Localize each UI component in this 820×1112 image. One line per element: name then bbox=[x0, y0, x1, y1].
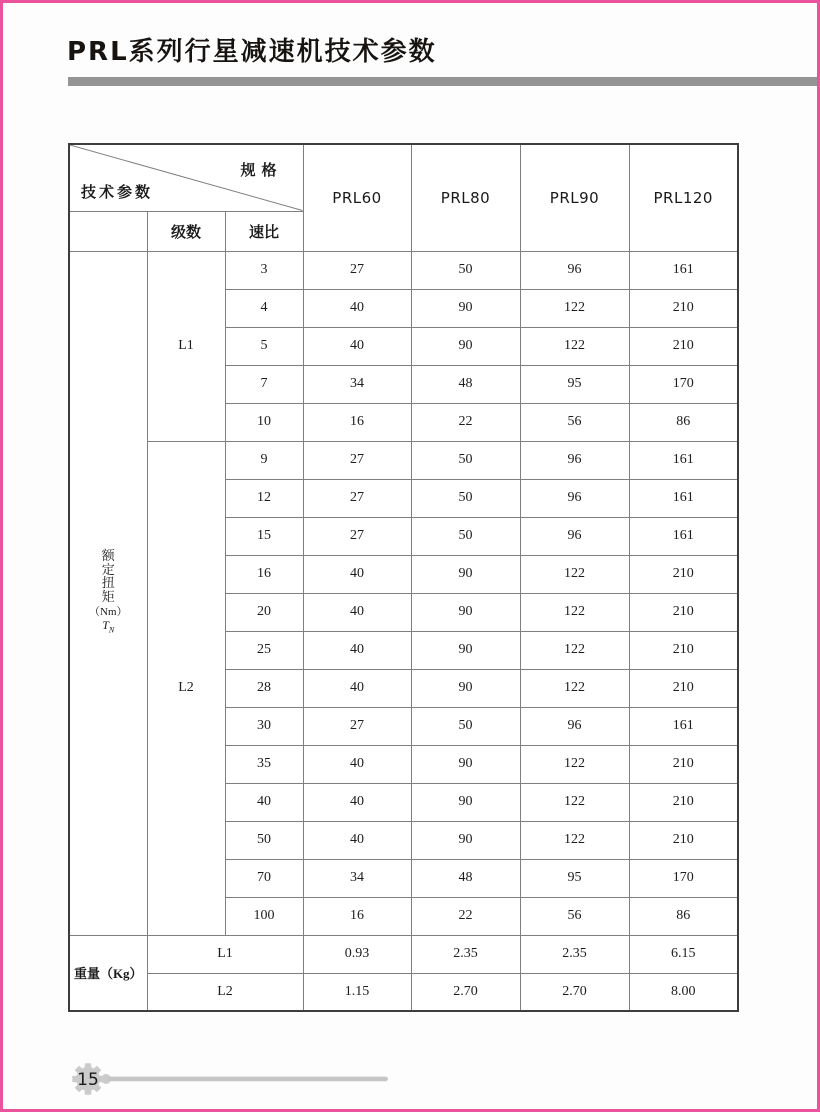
weight-row bbox=[69, 935, 738, 973]
value-cell-prl120: 210 bbox=[629, 745, 738, 783]
value-cell-prl80: 90 bbox=[411, 669, 520, 707]
value-cell-prl120: 210 bbox=[629, 631, 738, 669]
value-cell-prl60: 40 bbox=[303, 593, 411, 631]
value-cell-prl120: 210 bbox=[629, 327, 738, 365]
weight-stage-l1: L1 bbox=[147, 935, 303, 973]
subheader-ratio: 速比 bbox=[225, 211, 303, 251]
ratio-cell: 100 bbox=[225, 897, 303, 935]
ratio-cell: 7 bbox=[225, 365, 303, 403]
page-footer-decoration bbox=[58, 1053, 398, 1105]
value-cell-prl90: 122 bbox=[520, 289, 629, 327]
value-cell-prl80: 90 bbox=[411, 555, 520, 593]
corner-label-spec: 规格 bbox=[240, 161, 283, 179]
weight-value-prl120: 8.00 bbox=[629, 973, 738, 1011]
page-number: 15 bbox=[77, 1070, 99, 1090]
torque-label-vertical-text bbox=[70, 549, 147, 636]
value-cell-prl90: 56 bbox=[520, 897, 629, 935]
value-cell-prl90: 122 bbox=[520, 745, 629, 783]
value-cell-prl90: 122 bbox=[520, 631, 629, 669]
value-cell-prl60: 16 bbox=[303, 403, 411, 441]
value-cell-prl120: 210 bbox=[629, 821, 738, 859]
stage-cell-l2: L2 bbox=[147, 441, 225, 935]
value-cell-prl90: 96 bbox=[520, 251, 629, 289]
value-cell-prl80: 22 bbox=[411, 403, 520, 441]
value-cell-prl120: 210 bbox=[629, 289, 738, 327]
torque-row-label bbox=[69, 251, 147, 935]
torque-label-char: 扭 bbox=[101, 575, 115, 591]
value-cell-prl120: 161 bbox=[629, 707, 738, 745]
value-cell-prl90: 122 bbox=[520, 783, 629, 821]
value-cell-prl80: 48 bbox=[411, 365, 520, 403]
weight-stage-l2: L2 bbox=[147, 973, 303, 1011]
value-cell-prl120: 170 bbox=[629, 365, 738, 403]
value-cell-prl80: 90 bbox=[411, 289, 520, 327]
value-cell-prl60: 27 bbox=[303, 251, 411, 289]
value-cell-prl80: 22 bbox=[411, 897, 520, 935]
value-cell-prl90: 122 bbox=[520, 669, 629, 707]
weight-value-prl120: 6.15 bbox=[629, 935, 738, 973]
value-cell-prl90: 96 bbox=[520, 517, 629, 555]
weight-value-prl90: 2.70 bbox=[520, 973, 629, 1011]
value-cell-prl80: 90 bbox=[411, 327, 520, 365]
value-cell-prl90: 122 bbox=[520, 327, 629, 365]
value-cell-prl90: 95 bbox=[520, 365, 629, 403]
value-cell-prl60: 40 bbox=[303, 783, 411, 821]
ratio-cell: 20 bbox=[225, 593, 303, 631]
value-cell-prl90: 95 bbox=[520, 859, 629, 897]
value-cell-prl60: 40 bbox=[303, 669, 411, 707]
value-cell-prl60: 34 bbox=[303, 365, 411, 403]
value-cell-prl80: 90 bbox=[411, 821, 520, 859]
value-cell-prl120: 210 bbox=[629, 555, 738, 593]
torque-unit: （Nm） bbox=[89, 606, 128, 619]
value-cell-prl90: 122 bbox=[520, 555, 629, 593]
value-cell-prl120: 161 bbox=[629, 251, 738, 289]
value-cell-prl120: 161 bbox=[629, 479, 738, 517]
value-cell-prl60: 40 bbox=[303, 289, 411, 327]
value-cell-prl80: 90 bbox=[411, 745, 520, 783]
value-cell-prl90: 96 bbox=[520, 707, 629, 745]
empty-header-cell bbox=[69, 211, 147, 251]
table-row bbox=[69, 251, 738, 289]
column-header-prl120: PRL120 bbox=[629, 144, 738, 251]
corner-label-params: 技术参数 bbox=[81, 182, 154, 201]
value-cell-prl60: 40 bbox=[303, 745, 411, 783]
value-cell-prl80: 90 bbox=[411, 593, 520, 631]
value-cell-prl60: 34 bbox=[303, 859, 411, 897]
footer-rule-line bbox=[108, 1077, 388, 1082]
ratio-cell: 25 bbox=[225, 631, 303, 669]
value-cell-prl60: 40 bbox=[303, 555, 411, 593]
value-cell-prl60: 27 bbox=[303, 517, 411, 555]
value-cell-prl120: 170 bbox=[629, 859, 738, 897]
column-header-prl80: PRL80 bbox=[411, 144, 520, 251]
value-cell-prl90: 96 bbox=[520, 479, 629, 517]
value-cell-prl90: 122 bbox=[520, 821, 629, 859]
value-cell-prl80: 50 bbox=[411, 517, 520, 555]
value-cell-prl60: 16 bbox=[303, 897, 411, 935]
ratio-cell: 4 bbox=[225, 289, 303, 327]
value-cell-prl120: 210 bbox=[629, 593, 738, 631]
value-cell-prl90: 122 bbox=[520, 593, 629, 631]
subheader-stages: 级数 bbox=[147, 211, 225, 251]
value-cell-prl120: 161 bbox=[629, 441, 738, 479]
weight-row-label: 重量（Kg） bbox=[69, 935, 147, 1011]
title-underline-bar bbox=[68, 77, 817, 86]
value-cell-prl120: 161 bbox=[629, 517, 738, 555]
value-cell-prl60: 27 bbox=[303, 441, 411, 479]
value-cell-prl120: 86 bbox=[629, 897, 738, 935]
value-cell-prl60: 27 bbox=[303, 479, 411, 517]
torque-label-char: 定 bbox=[101, 561, 115, 577]
weight-value-prl60: 1.15 bbox=[303, 973, 411, 1011]
value-cell-prl80: 90 bbox=[411, 783, 520, 821]
stage-cell-l1: L1 bbox=[147, 251, 225, 441]
ratio-cell: 9 bbox=[225, 441, 303, 479]
ratio-cell: 70 bbox=[225, 859, 303, 897]
ratio-cell: 12 bbox=[225, 479, 303, 517]
weight-value-prl80: 2.35 bbox=[411, 935, 520, 973]
weight-value-prl90: 2.35 bbox=[520, 935, 629, 973]
ratio-cell: 16 bbox=[225, 555, 303, 593]
value-cell-prl120: 210 bbox=[629, 669, 738, 707]
value-cell-prl60: 40 bbox=[303, 631, 411, 669]
table-row bbox=[69, 441, 738, 479]
ratio-cell: 5 bbox=[225, 327, 303, 365]
value-cell-prl60: 40 bbox=[303, 327, 411, 365]
spec-table bbox=[68, 143, 739, 1012]
weight-row bbox=[69, 973, 738, 1011]
value-cell-prl80: 50 bbox=[411, 441, 520, 479]
torque-label-char: 额 bbox=[101, 548, 115, 564]
ratio-cell: 35 bbox=[225, 745, 303, 783]
value-cell-prl80: 50 bbox=[411, 251, 520, 289]
torque-label-char: 矩 bbox=[101, 588, 115, 604]
page-title: PRL系列行星减速机技术参数 bbox=[67, 37, 437, 67]
value-cell-prl90: 56 bbox=[520, 403, 629, 441]
ratio-cell: 28 bbox=[225, 669, 303, 707]
value-cell-prl80: 50 bbox=[411, 479, 520, 517]
ratio-cell: 10 bbox=[225, 403, 303, 441]
column-header-prl90: PRL90 bbox=[520, 144, 629, 251]
ratio-cell: 3 bbox=[225, 251, 303, 289]
ratio-cell: 15 bbox=[225, 517, 303, 555]
value-cell-prl80: 90 bbox=[411, 631, 520, 669]
torque-symbol: $T_N$ bbox=[102, 618, 115, 635]
ratio-cell: 30 bbox=[225, 707, 303, 745]
ratio-cell: 50 bbox=[225, 821, 303, 859]
value-cell-prl80: 48 bbox=[411, 859, 520, 897]
column-header-prl60: PRL60 bbox=[303, 144, 411, 251]
weight-value-prl60: 0.93 bbox=[303, 935, 411, 973]
corner-header-cell bbox=[69, 144, 303, 211]
value-cell-prl60: 40 bbox=[303, 821, 411, 859]
weight-value-prl80: 2.70 bbox=[411, 973, 520, 1011]
value-cell-prl80: 50 bbox=[411, 707, 520, 745]
value-cell-prl120: 86 bbox=[629, 403, 738, 441]
ratio-cell: 40 bbox=[225, 783, 303, 821]
value-cell-prl60: 27 bbox=[303, 707, 411, 745]
value-cell-prl90: 96 bbox=[520, 441, 629, 479]
value-cell-prl120: 210 bbox=[629, 783, 738, 821]
